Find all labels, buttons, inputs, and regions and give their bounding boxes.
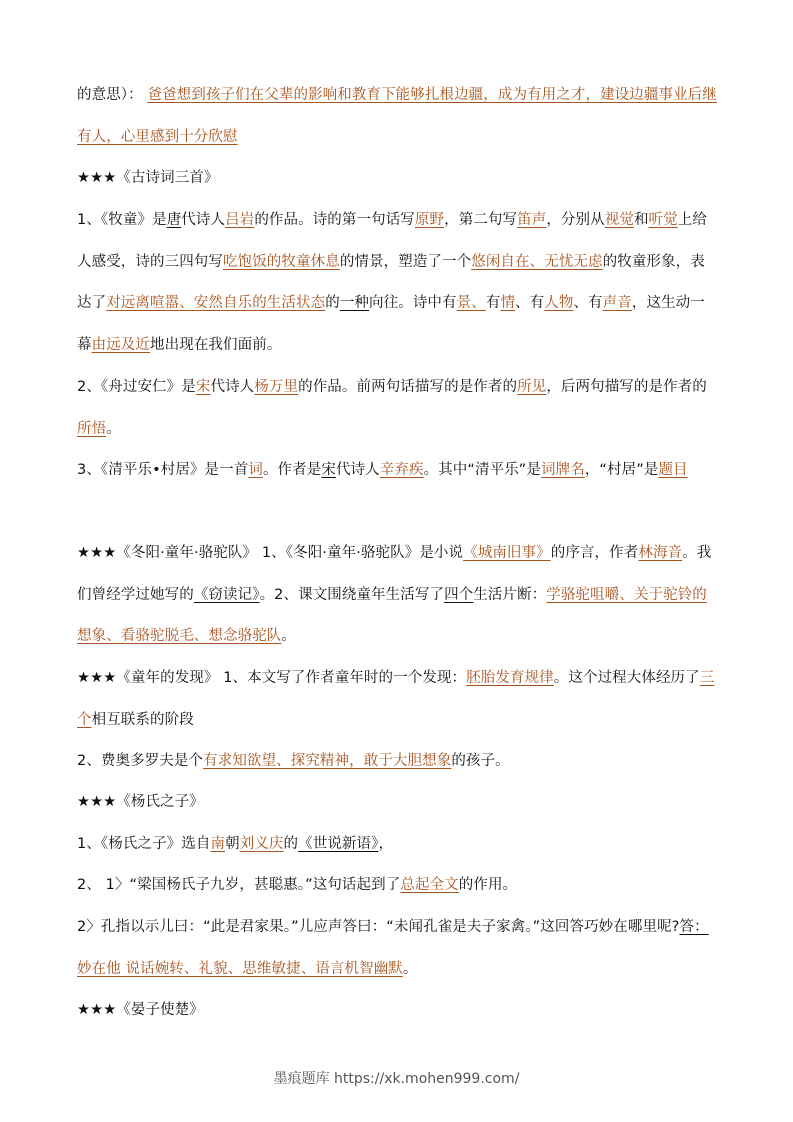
body-text: 2、 1〉“梁国杨氏子九岁，甚聪惠。”这句话起到了 xyxy=(77,877,401,893)
answer-text: 吃饱饭的牧童休息 xyxy=(223,253,340,270)
body-text: 。 xyxy=(281,628,297,644)
answer-text: 有求知欲望、探究精神，敢于大胆想象 xyxy=(203,753,452,769)
paragraph xyxy=(77,907,719,990)
body-text: 相互联系的阶段 xyxy=(91,711,194,728)
body-text: ，第二句写 xyxy=(444,212,518,228)
paragraph xyxy=(77,158,719,200)
answer-text: 情 xyxy=(500,295,516,311)
body-text: 的情景，塑造了一个 xyxy=(339,253,472,270)
body-text: 朝 xyxy=(225,836,240,852)
body-text: ，后两句描写的是作者的 xyxy=(546,379,707,395)
body-text: 代诗人 xyxy=(181,212,226,228)
body-text: 。其中“清平乐”是 xyxy=(423,462,542,478)
body-text: 的序言，作者 xyxy=(550,545,639,561)
paragraph xyxy=(77,75,719,158)
body-text: 、有 xyxy=(515,295,545,311)
body-text: 的 xyxy=(283,836,299,852)
answer-text: 由远及近 xyxy=(91,336,151,353)
answer-text: 视觉 xyxy=(604,212,634,228)
paragraph xyxy=(77,658,719,741)
answer-text: 辛弃疾 xyxy=(379,462,424,478)
body-text: 。这个过程大体经历了 xyxy=(553,670,700,686)
answer-text: 词牌名 xyxy=(541,462,585,478)
paragraph xyxy=(77,782,719,824)
answer-text: 三个 xyxy=(77,670,715,728)
body-text: 代诗人 xyxy=(335,462,380,478)
body-text: ，这生动一幕 xyxy=(77,295,705,353)
body-text: 的作品。诗的第一句话写 xyxy=(254,212,415,228)
body-text: 上给人感受，诗的三四句写 xyxy=(77,212,707,270)
underlined-text: 答： xyxy=(679,919,709,935)
underlined-text: 唐 xyxy=(166,212,182,228)
body-text: 的作品。前两句话描写的是作者的 xyxy=(298,379,518,395)
answer-text: 景、 xyxy=(456,295,486,311)
paragraph xyxy=(77,741,719,783)
body-text: 3、《清平乐•村居》是一首 xyxy=(77,462,249,478)
answer-text: 词 xyxy=(248,462,263,478)
body-text: 代诗人 xyxy=(210,379,255,395)
body-text: ， xyxy=(378,836,394,852)
body-text: 。 xyxy=(402,960,418,977)
answer-text: 爸爸想到孩子们在父辈的影响和教育下能够扎根边疆，成为有用之才，建设边疆事业后继有人，心里感到十分欣慰 xyxy=(77,87,717,145)
paragraph xyxy=(77,450,719,492)
answer-text: 所见 xyxy=(517,379,547,395)
answer-text: 听觉 xyxy=(648,212,678,228)
underlined-text: 《世说新语》 xyxy=(298,836,379,852)
body-text: 2、费奥多罗夫是个 xyxy=(77,753,204,769)
underlined-text: 宋 xyxy=(321,462,336,478)
body-text: 有 xyxy=(485,295,501,311)
answer-text: 刘义庆 xyxy=(239,836,284,852)
body-text: 向往。诗中有 xyxy=(369,295,457,311)
answer-text: 总起全文 xyxy=(400,877,459,893)
body-text: 1、《杨氏之子》选自 xyxy=(77,836,211,852)
body-text: 2〉孔指以示儿曰：“此是君家果。”儿应声答曰：“未闻孔雀是夫子家禽。”这回答巧妙在哪里呢? xyxy=(77,919,680,935)
body-text: 。 xyxy=(106,420,121,437)
body-text: ★★★《古诗词三首》 xyxy=(77,170,219,186)
body-text: 1、《牧童》是 xyxy=(77,212,167,228)
answer-text: 宋 xyxy=(195,379,211,395)
answer-text: 所悟 xyxy=(77,420,107,437)
answer-text: 笛声 xyxy=(517,212,547,228)
answer-text: 题目 xyxy=(658,462,688,478)
body-text: ★★★《晏子使楚》 xyxy=(77,1002,204,1018)
body-text: 和 xyxy=(633,212,649,228)
footer-watermark: 墨痕题库 https://xk.mohen999.com/ xyxy=(273,1071,520,1087)
body-text: 的牧童形象，表达了 xyxy=(77,253,705,311)
answer-text: 吕岩 xyxy=(225,212,255,228)
body-text: 的意思）： xyxy=(77,87,148,103)
answer-text: 妙在他 说话婉转、礼貌、思维敏捷、语言机智幽默 xyxy=(77,960,403,977)
body-text: 。我们曾经学过她写的 xyxy=(77,545,712,603)
answer-text: 林海音 xyxy=(638,545,683,561)
paragraph xyxy=(77,200,719,366)
underlined-text: 四个 xyxy=(444,586,474,603)
body-text: ，“村居”是 xyxy=(584,462,659,478)
underlined-text: 一种 xyxy=(339,295,370,311)
answer-text: 学骆驼咀嚼、关于驼铃的想象、看骆驼脱毛、想念骆驼队 xyxy=(77,586,707,644)
paragraph xyxy=(77,367,719,450)
answer-text: 对远离喧嚣、安然自乐的生活状态 xyxy=(106,295,326,311)
body-text: 2、《舟过安仁》是 xyxy=(77,379,196,395)
answer-text: 杨万里 xyxy=(254,379,299,395)
body-text: 的孩子。 xyxy=(451,753,510,769)
paragraph xyxy=(77,824,719,866)
body-text: ★★★《冬阳·童年·骆驼队》 1、《冬阳·童年·骆驼队》是小说 xyxy=(77,545,464,561)
answer-text: 《城南旧事》 xyxy=(463,545,551,561)
body-text: 、有 xyxy=(573,295,603,311)
body-text: ★★★《童年的发现》 1、本文写了作者童年时的一个发现： xyxy=(77,670,467,686)
body-text: 。2、课文围绕童年生活写了 xyxy=(259,586,445,603)
answer-text: 悠闲自在、无忧无虑 xyxy=(471,253,603,270)
answer-text: 南 xyxy=(210,836,226,852)
body-text: 的作用。 xyxy=(458,877,518,893)
paragraph xyxy=(77,990,719,1032)
body-text: ，分别从 xyxy=(546,212,605,228)
paragraph xyxy=(77,533,719,658)
answer-text: 人物 xyxy=(544,295,574,311)
paragraph xyxy=(77,865,719,907)
answer-text: 胚胎发育规律 xyxy=(466,670,554,686)
answer-text: 原野 xyxy=(414,212,445,228)
body-text: 生活片断： xyxy=(473,586,547,603)
body-text: ★★★《杨氏之子》 xyxy=(77,794,204,810)
answer-text: 声音 xyxy=(602,295,632,311)
body-text: 。作者是 xyxy=(262,462,322,478)
body-text: 地出现在我们面前。 xyxy=(150,336,282,353)
underlined-text: 《窃读记》 xyxy=(193,586,260,603)
body-text: 的 xyxy=(325,295,340,311)
